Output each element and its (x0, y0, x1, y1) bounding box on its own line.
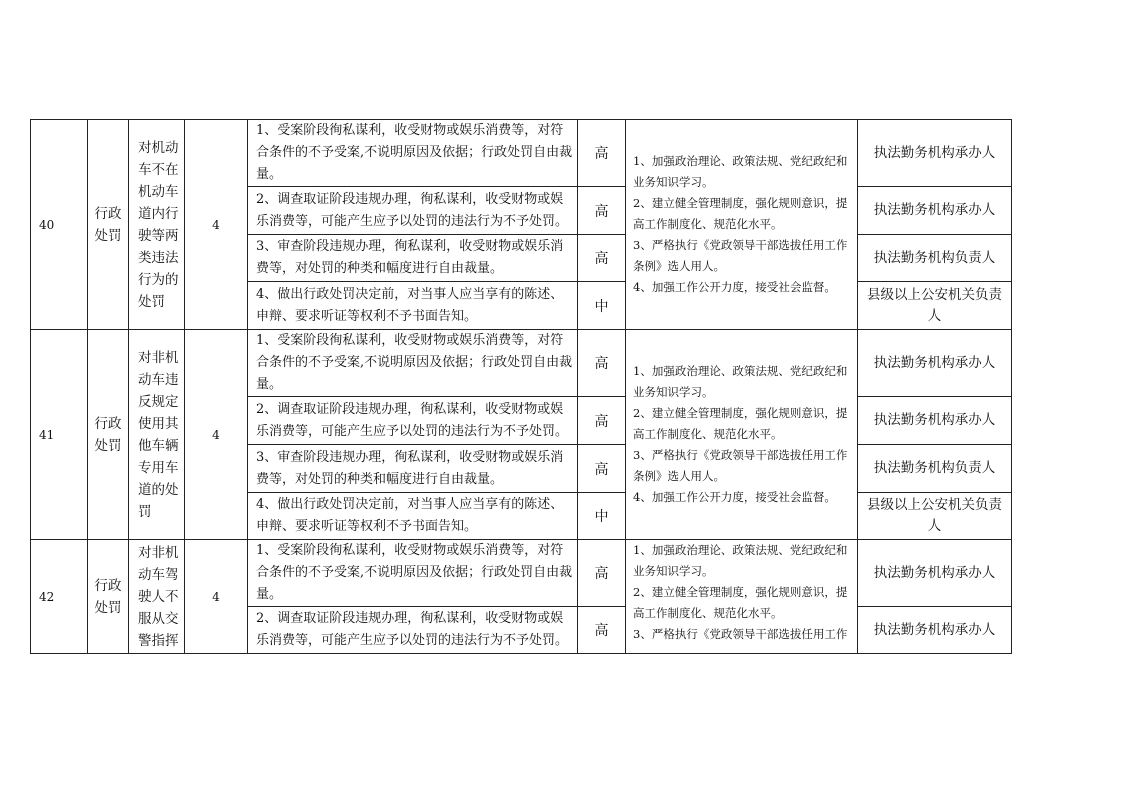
measure-item: 3、严格执行《党政领导干部选拔任用工作 (633, 627, 848, 641)
table-row (31, 330, 1012, 397)
subject-cell: 对非机动车驾驶人不服从交警指挥 (129, 540, 185, 654)
risk-level: 高 (578, 330, 626, 397)
responsible-person: 执法勤务机构承办人 (858, 607, 1012, 654)
measure-item: 2、建立健全管理制度，强化规则意识，提高工作制度化、规范化水平。 (633, 585, 848, 620)
subject-cell: 对非机动车违反规定使用其他车辆专用车道的处罚 (129, 330, 185, 540)
responsible-person: 执法勤务机构负责人 (858, 445, 1012, 493)
measure-item: 3、严格执行《党政领导干部选拔任用工作条例》选人用人。 (633, 238, 848, 273)
subject-cell: 对机动车不在机动车道内行驶等两类违法行为的处罚 (129, 120, 185, 330)
risk-point: 3、审查阶段违规办理，徇私谋利，收受财物或娱乐消费等，对处罚的种类和幅度进行自由裁量。 (248, 445, 578, 493)
table-row (31, 540, 1012, 607)
risk-level: 高 (578, 445, 626, 493)
risk-point: 2、调查取证阶段违规办理，徇私谋利，收受财物或娱乐消费等，可能产生应予以处罚的违法行为不予处罚。 (248, 187, 578, 235)
measure-item: 4、加强工作公开力度，接受社会监督。 (633, 280, 836, 294)
measure-item: 2、建立健全管理制度，强化规则意识，提高工作制度化、规范化水平。 (633, 196, 848, 231)
risk-point: 2、调查取证阶段违规办理，徇私谋利，收受财物或娱乐消费等，可能产生应予以处罚的违法行为不予处罚。 (248, 607, 578, 654)
risk-point: 1、受案阶段徇私谋利，收受财物或娱乐消费等，对符合条件的不予受案,不说明原因及依据；行政处罚自由裁量。 (248, 330, 578, 397)
row-number: 41 (31, 330, 88, 540)
prevention-measures (626, 120, 858, 330)
risk-point: 1、受案阶段徇私谋利，收受财物或娱乐消费等，对符合条件的不予受案,不说明原因及依据；行政处罚自由裁量。 (248, 540, 578, 607)
responsible-person: 执法勤务机构承办人 (858, 187, 1012, 235)
risk-level: 高 (578, 235, 626, 282)
risk-level: 高 (578, 120, 626, 187)
risk-count: 4 (185, 330, 248, 540)
measure-item: 1、加强政治理论、政策法规、党纪政纪和业务知识学习。 (633, 543, 848, 578)
responsible-person: 县级以上公安机关负责人 (858, 282, 1012, 330)
responsible-person: 县级以上公安机关负责人 (858, 493, 1012, 540)
row-number: 42 (31, 540, 88, 654)
prevention-measures (626, 330, 858, 540)
risk-level: 高 (578, 540, 626, 607)
risk-table (30, 119, 1012, 654)
responsible-person: 执法勤务机构承办人 (858, 120, 1012, 187)
category-cell: 行政处罚 (88, 540, 129, 654)
risk-point: 4、做出行政处罚决定前，对当事人应当享有的陈述、申辩、要求听证等权利不予书面告知。 (248, 282, 578, 330)
risk-point: 3、审查阶段违规办理，徇私谋利，收受财物或娱乐消费等，对处罚的种类和幅度进行自由裁量。 (248, 235, 578, 282)
risk-point: 2、调查取证阶段违规办理，徇私谋利，收受财物或娱乐消费等，可能产生应予以处罚的违法行为不予处罚。 (248, 397, 578, 445)
risk-level: 高 (578, 607, 626, 654)
responsible-person: 执法勤务机构承办人 (858, 397, 1012, 445)
responsible-person: 执法勤务机构承办人 (858, 540, 1012, 607)
category-cell: 行政处罚 (88, 120, 129, 330)
table-row (31, 120, 1012, 187)
risk-level: 中 (578, 493, 626, 540)
risk-point: 1、受案阶段徇私谋利，收受财物或娱乐消费等，对符合条件的不予受案,不说明原因及依据；行政处罚自由裁量。 (248, 120, 578, 187)
prevention-measures (626, 540, 858, 654)
risk-count: 4 (185, 540, 248, 654)
risk-count: 4 (185, 120, 248, 330)
row-number: 40 (31, 120, 88, 330)
responsible-person: 执法勤务机构负责人 (858, 235, 1012, 282)
responsible-person: 执法勤务机构承办人 (858, 330, 1012, 397)
measure-item: 3、严格执行《党政领导干部选拔任用工作条例》选人用人。 (633, 448, 848, 483)
risk-level: 中 (578, 282, 626, 330)
risk-level: 高 (578, 397, 626, 445)
measure-item: 1、加强政治理论、政策法规、党纪政纪和业务知识学习。 (633, 364, 848, 399)
risk-level: 高 (578, 187, 626, 235)
category-cell: 行政处罚 (88, 330, 129, 540)
measure-item: 4、加强工作公开力度，接受社会监督。 (633, 490, 836, 504)
measure-item: 2、建立健全管理制度，强化规则意识，提高工作制度化、规范化水平。 (633, 406, 848, 441)
risk-point: 4、做出行政处罚决定前，对当事人应当享有的陈述、申辩、要求听证等权利不予书面告知。 (248, 493, 578, 540)
measure-item: 1、加强政治理论、政策法规、党纪政纪和业务知识学习。 (633, 154, 848, 189)
